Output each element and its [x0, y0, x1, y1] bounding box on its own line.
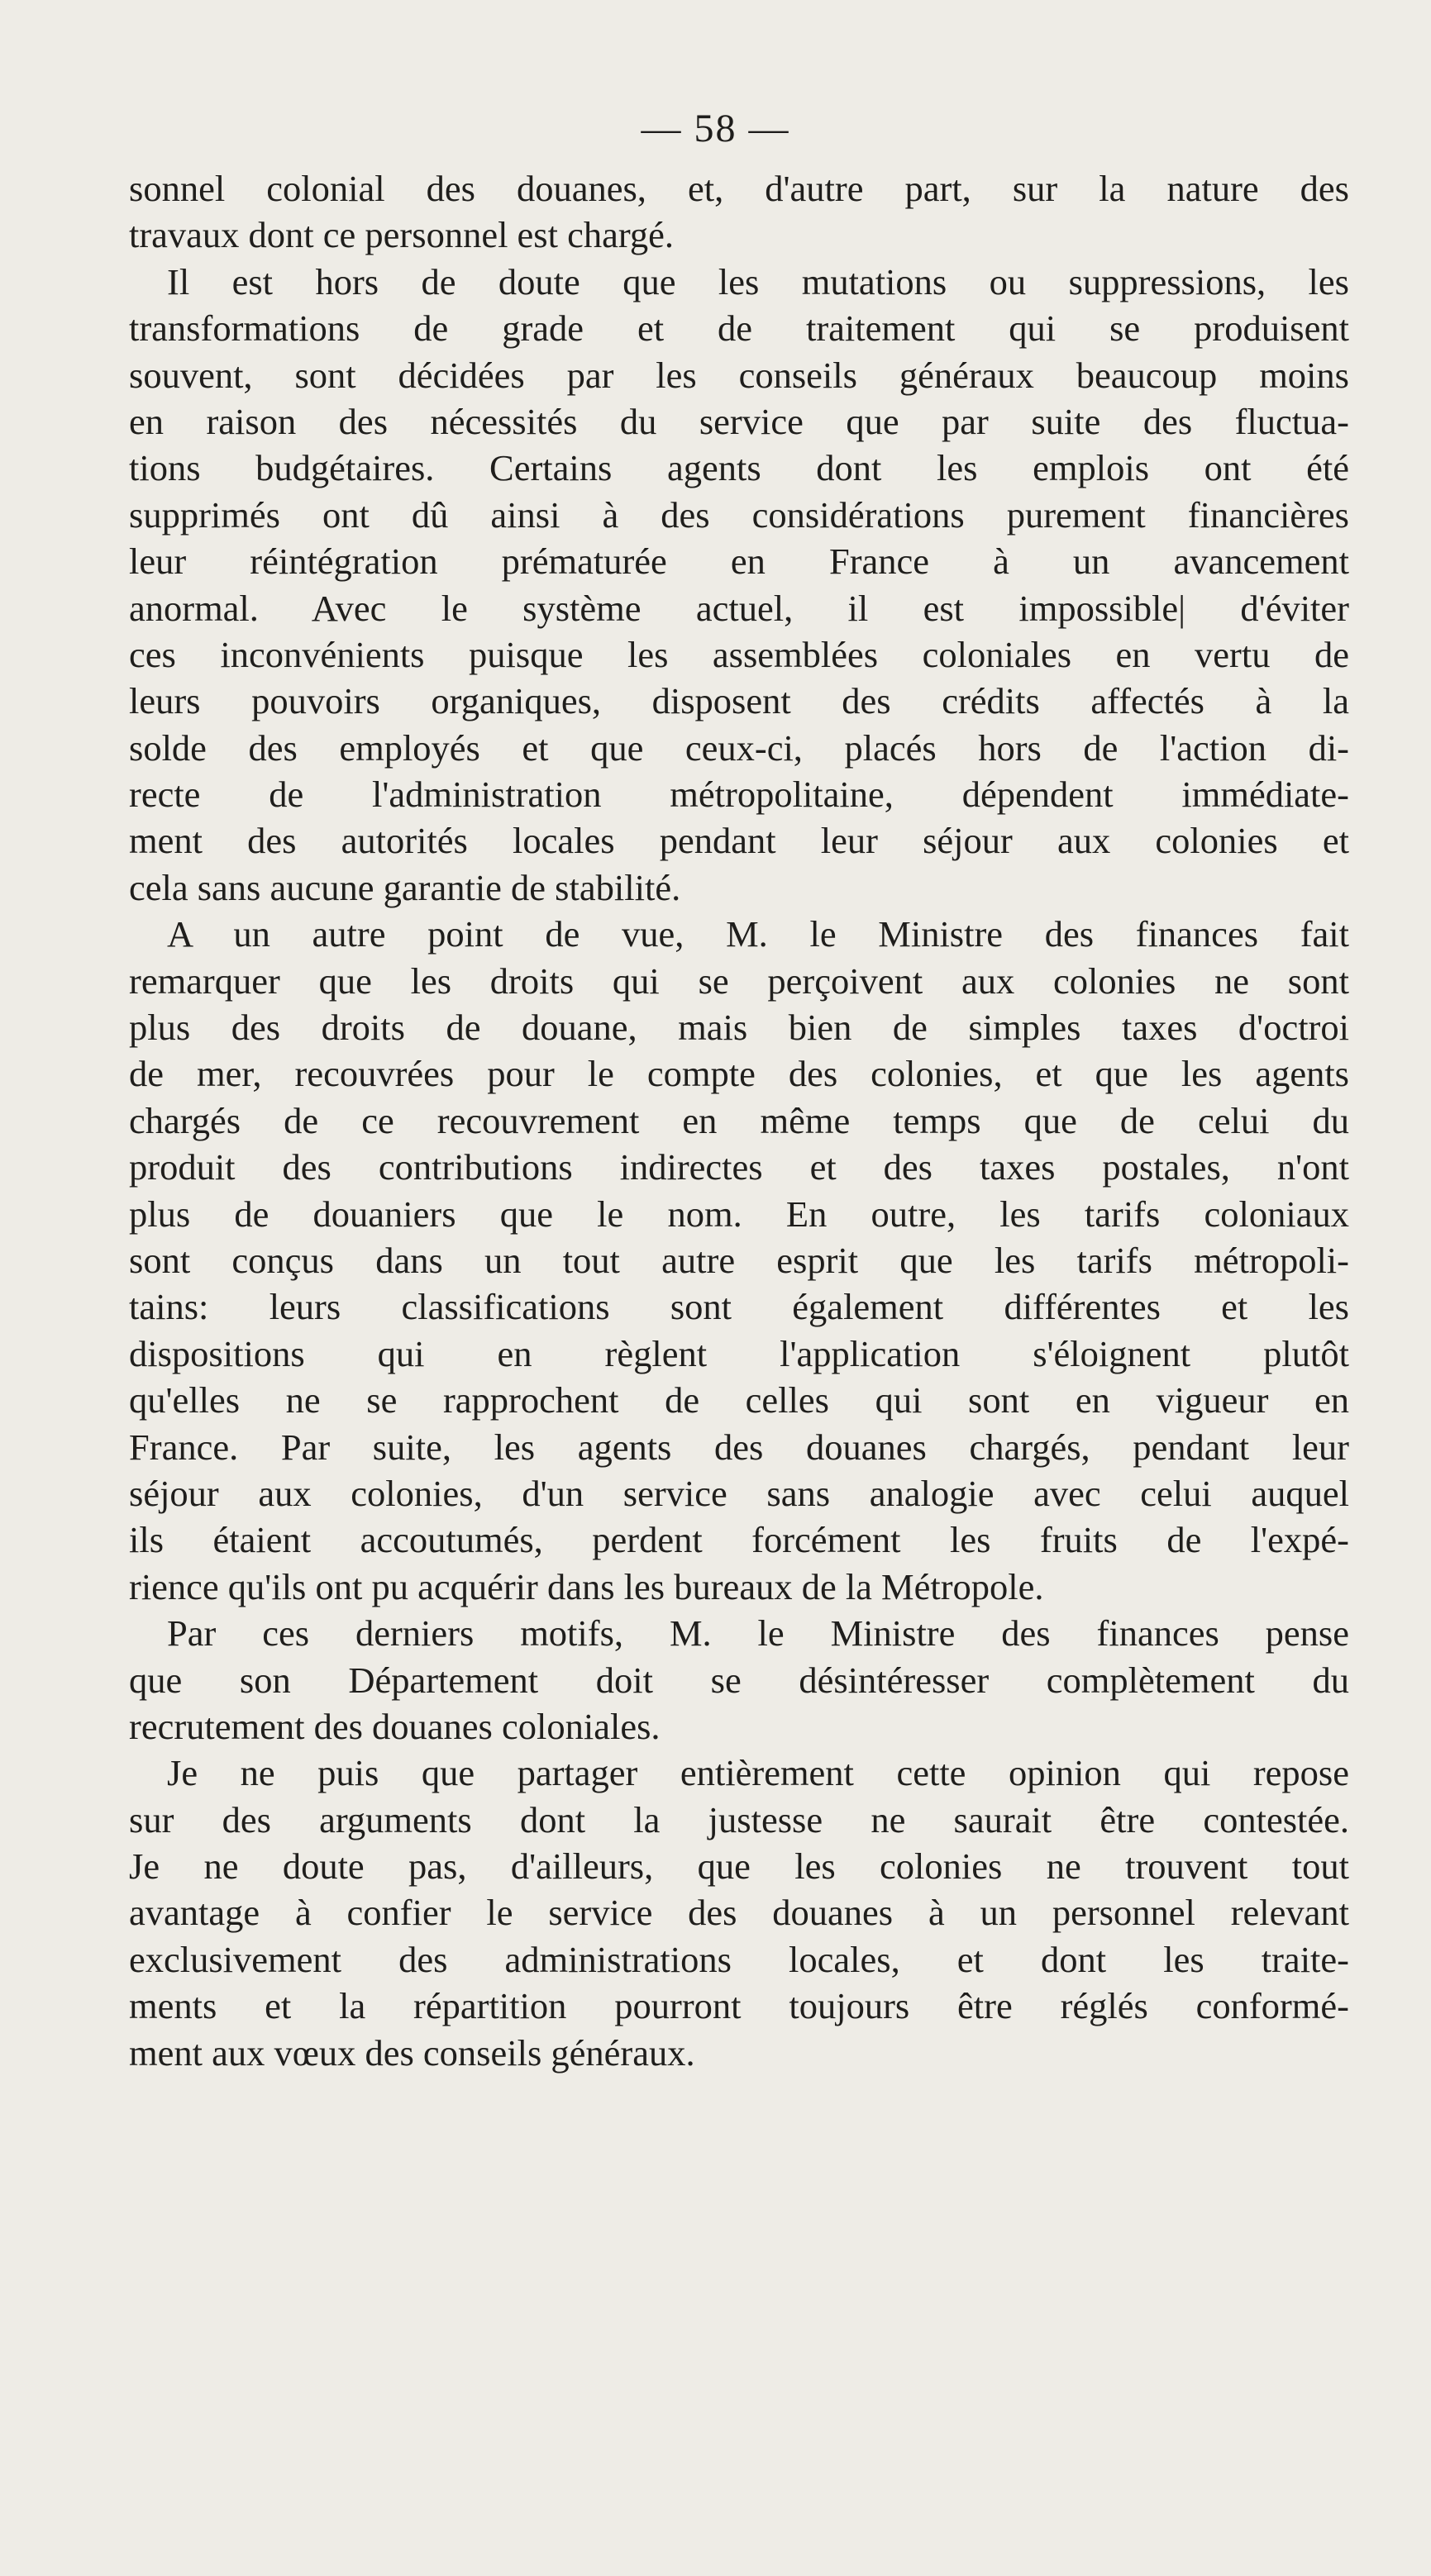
text-line: ments et la répartition pourront toujours être réglés conformé-	[129, 1985, 1349, 2027]
text-line: tains: leurs classifications sont également différentes et les	[129, 1286, 1349, 1328]
text-line: sont conçus dans un tout autre esprit que les tarifs métropoli-	[129, 1239, 1349, 1281]
text-line: qu'elles ne se rapprochent de celles qui sont en vigueur en	[129, 1379, 1349, 1421]
text-line: ment aux vœux des conseils généraux.	[129, 2031, 695, 2074]
text-line: en raison des nécessités du service que par suite des fluctua-	[129, 400, 1349, 442]
text-line: Je ne doute pas, d'ailleurs, que les colonies ne trouvent tout	[129, 1845, 1349, 1888]
text-line: tions budgétaires. Certains agents dont les emplois ont été	[129, 447, 1349, 489]
text-line: sonnel colonial des douanes, et, d'autre part, sur la nature des	[129, 168, 1349, 209]
text-line: solde des employés et que ceux-ci, placés hors de l'action di-	[129, 726, 1349, 769]
text-line: leurs pouvoirs organiques, disposent des crédits affectés à la	[129, 680, 1349, 722]
text-line: plus de douaniers que le nom. En outre, les tarifs coloniaux	[129, 1193, 1349, 1235]
text-line: anormal. Avec le système actuel, il est impossible| d'éviter	[129, 587, 1349, 629]
text-line: de mer, recouvrées pour le compte des colonies, et que les agents	[129, 1053, 1349, 1095]
text-line: recrutement des douanes coloniales.	[129, 1705, 661, 1747]
text-line: Je ne puis que partager entièrement cette opinion qui repose	[167, 1752, 1349, 1794]
text-line: avantage à confier le service des douanes à un personnel relevant	[129, 1892, 1349, 1934]
text-line: remarquer que les droits qui se perçoivent aux colonies ne sont	[129, 959, 1349, 1002]
text-line: travaux dont ce personnel est chargé.	[129, 214, 675, 256]
text-line: séjour aux colonies, d'un service sans analogie avec celui auquel	[129, 1472, 1349, 1514]
text-line: souvent, sont décidées par les conseils généraux beaucoup moins	[129, 354, 1349, 396]
text-line: exclusivement des administrations locales, et dont les traite-	[129, 1938, 1349, 1980]
text-line: transformations de grade et de traitement qui se produisent	[129, 307, 1349, 350]
text-line: A un autre point de vue, M. le Ministre des finances fait	[167, 913, 1349, 955]
text-line: France. Par suite, les agents des douanes chargés, pendant leur	[129, 1426, 1349, 1468]
text-line: plus des droits de douane, mais bien de simples taxes d'octroi	[129, 1007, 1349, 1049]
text-line: ment des autorités locales pendant leur séjour aux colonies et	[129, 820, 1349, 862]
text-line: produit des contributions indirectes et des taxes postales, n'ont	[129, 1146, 1349, 1188]
text-line: ils étaient accoutumés, perdent forcément les fruits de l'expé-	[129, 1519, 1349, 1561]
text-line: recte de l'administration métropolitaine, dépendent immédiate-	[129, 774, 1349, 816]
text-line: que son Département doit se désintéresser complètement du	[129, 1659, 1349, 1701]
page-number: — 58 —	[641, 107, 790, 150]
text-line: Il est hors de doute que les mutations ou suppressions, les	[167, 260, 1349, 302]
text-line: leur réintégration prématurée en France à un avancement	[129, 540, 1349, 583]
text-line: cela sans aucune garantie de stabilité.	[129, 866, 681, 908]
text-line: rience qu'ils ont pu acquérir dans les bureaux de la Métropole.	[129, 1565, 1044, 1607]
text-line: chargés de ce recouvrement en même temps que de celui du	[129, 1099, 1349, 1141]
text-line: ces inconvénients puisque les assemblées coloniales en vertu de	[129, 633, 1349, 675]
text-line: Par ces derniers motifs, M. le Ministre des finances pense	[167, 1612, 1349, 1655]
body-text	[129, 165, 1349, 2076]
text-line: sur des arguments dont la justesse ne saurait être contestée.	[129, 1798, 1349, 1840]
text-line: dispositions qui en règlent l'application s'éloignent plutôt	[129, 1332, 1349, 1374]
text-line: supprimés ont dû ainsi à des considérations purement financières	[129, 493, 1349, 536]
